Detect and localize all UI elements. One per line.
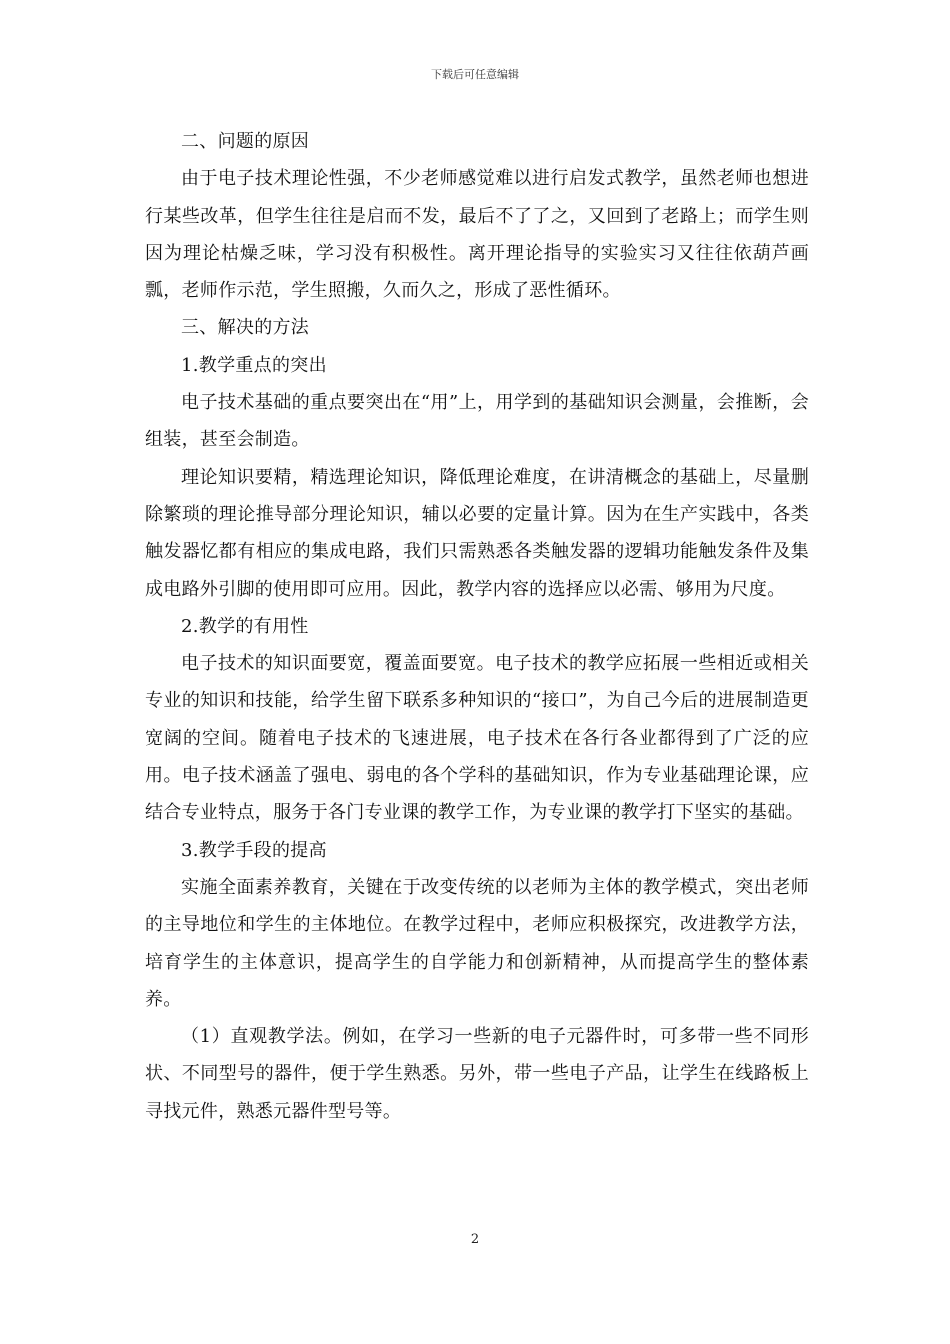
paragraph-causes: 由于电子技术理论性强，不少老师感觉难以进行启发式教学，虽然老师也想进行某些改革，但学生往往是启而不发，最后不了了之，又回到了老路上；而学生则因为理论枯燥乏味，学习没有积极性。离开理论指导的实验实习又往往依葫芦画瓢，老师作示范，学生照搬，久而久之，形成了恶性循环。 (145, 168, 809, 302)
paragraph-quality-education: 实施全面素养教育，关键在于改变传统的以老师为主体的教学模式，突出老师的主导地位和学生的主体地位。在教学过程中，老师应积极探究，改进教学方法，培育学生的主体意识，提高学生的自学能力和创新精神，从而提高学生的整体素养。 (145, 876, 809, 1010)
document-body (145, 123, 809, 1130)
subheading-teaching-focus: 1.教学重点的突出 (181, 354, 327, 376)
paragraph-teaching-focus: 电子技术基础的重点要突出在“用”上，用学到的基础知识会测量，会推断，会组装，甚至会制造。 (145, 392, 809, 451)
subheading-teaching-methods: 3.教学手段的提高 (181, 839, 327, 861)
page-number: 2 (470, 1232, 480, 1247)
subheading-usefulness: 2.教学的有用性 (181, 615, 309, 637)
section-heading-solutions: 三、解决的方法 (181, 317, 310, 339)
section-heading-causes: 二、问题的原因 (181, 131, 310, 152)
paragraph-theory-knowledge: 理论知识要精，精选理论知识，降低理论难度，在讲清概念的基础上，尽量删除繁琐的理论推导部分理论知识，辅以必要的定量计算。因为在生产实践中，各类触发器忆都有相应的集成电路，我们只需熟悉各类触发器的逻辑功能触发条件及集成电路外引脚的使用即可应用。因此，教学内容的选择应以必需、够用为尺度。 (145, 466, 809, 600)
paragraph-usefulness: 电子技术的知识面要宽，覆盖面要宽。电子技术的教学应拓展一些相近或相关专业的知识和技能，给学生留下联系多种知识的“接口”，为自己今后的进展制造更宽阔的空间。随着电子技术的飞速进展，电子技术在各行各业都得到了广泛的应用。电子技术涵盖了强电、弱电的各个学科的基础知识，作为专业基础理论课，应结合专业特点，服务于各门专业课的教学工作，为专业课的教学打下坚实的基础。 (145, 653, 809, 824)
paragraph-intuitive-teaching: （1）直观教学法。例如，在学习一些新的电子元器件时，可多带一些不同形状、不同型号的器件，便于学生熟悉。另外，带一些电子产品，让学生在线路板上寻找元件，熟悉元器件型号等。 (145, 1026, 809, 1122)
page-header-note: 下载后可任意编辑 (431, 68, 519, 81)
